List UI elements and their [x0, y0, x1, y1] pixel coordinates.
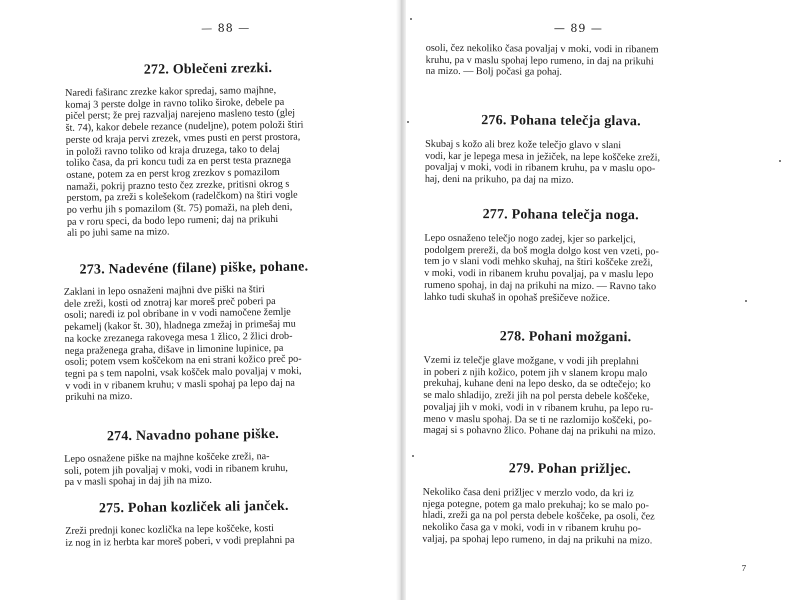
recipe-heading: 278. Pohani možgani. [499, 329, 632, 346]
text-line: Lepo osnaženo telečjo nogo zadej, kjer so parkeljci, [424, 232, 636, 246]
text-line: prikuhi na mizo. [65, 391, 133, 404]
text-line: ostane, potem za en perst krog zrezkov s pomazilom [66, 166, 280, 181]
recipe-text [422, 487, 752, 548]
text-line: tegni pa s tem napolni, vsak košček malo povaljaj v moki, [64, 365, 302, 380]
text-line: perstom, pa zreži s kolešekom (radelčkom) na štiri vogle [66, 189, 298, 205]
text-line: po verhu jih s pomazilom (št. 75) pomaži, na pleh deni, [66, 201, 293, 216]
text-line: tem jo v slani vodi mehko skuhaj, na štiri koščeke zreži, [424, 256, 653, 269]
recipe-heading: 272. Oblečeni zrezki. [143, 60, 273, 78]
text-line: povaljaj jih v moki, vodi in v ribanem kruhu, pa lepo ru- [423, 401, 654, 415]
text-line: št. 74), kakor debele rezance (nudeljne), potem položi štiri [65, 119, 304, 134]
text-line: komaj 3 perste dolge in ravno toliko široke, debele pa [65, 96, 285, 111]
text-line: osoli; potem vsem koščekom na eni strani kožico preč po- [64, 353, 302, 369]
scan-speck [745, 300, 747, 302]
text-line: Zaklani in lepo osnaženi majhni dve piški na štiri [63, 284, 265, 298]
text-line: haj, deni na prikuho, pa daj na mizo. [424, 173, 574, 186]
text-line: njega potegne, potem ga malo prekuhaj; ko se malo po- [422, 498, 649, 512]
recipe-text [65, 83, 385, 240]
recipe-text [426, 43, 756, 80]
text-line: Lepo osnažene piške na majhne koščeke zreži, na- [64, 451, 270, 465]
text-line: osoli; naredi iz pol obribane in v vodi namočene žemlje [64, 307, 291, 322]
text-line: hladi, zreži ga na pol persta debele koščeke, pa osoli, čez [422, 510, 655, 523]
text-line: rumeno spohaj, in daj na prikuhi na mizo. — Ravno tako [424, 279, 657, 293]
right-page [400, 0, 800, 601]
text-line: pičel perst; že prej razvaljaj narejeno masleno testo (glej [65, 108, 296, 123]
page-number: — 89 — [553, 21, 603, 35]
text-line: podolgem prereži, da boš mogla dolgo kost ven vzeti, po- [424, 244, 659, 258]
text-line: Skubaj s kožo ali brez kože telečjo glavo v slani [425, 138, 622, 152]
sheet-mark: 7 [741, 562, 747, 574]
text-line: soli, potem jih povaljaj v moki, vodi in ribanem kruhu, [64, 462, 288, 477]
recipe-heading: 273. Nadevéne (filane) piške, pohane. [79, 259, 309, 278]
text-line: nega praženega graha, dišave in limonine lupinice, pa [64, 342, 284, 357]
text-line: pa v roru speci, da bodo lepo rumeni; daj na prikuhi [66, 213, 279, 228]
text-line: povaljaj v moki, vodi in ribanem kruhu, pa v maslu opo- [424, 162, 656, 175]
text-line: dele zreži, kosti od znotraj kar moreš preč poberi pa [63, 295, 276, 310]
text-line: vodi, kar je lepega mesa in ježiček, na lepe koščeke zreži, [424, 150, 661, 164]
text-line: osoli, čez nekoliko časa povaljaj v moki, vodi in ribanem [425, 42, 659, 56]
scan-speck [779, 160, 781, 162]
text-line: prekuhaj, kuhane deni na lepo desko, da se odtečejo; ko [423, 378, 651, 391]
recipe-text [423, 355, 754, 439]
page-number: — 88 — [201, 21, 251, 35]
text-line: namaži, pokrij prazno testo čez zrezke, pritisni okrog s [66, 178, 290, 193]
text-line: meno v maslu spohaj. Da se ti ne razlomijo koščeki, po- [423, 413, 652, 426]
text-line: ali po juhi same na mizo. [66, 226, 170, 240]
text-line: na mizo. — Bolj počasi ga pohaj. [425, 66, 562, 79]
recipe-heading: 277. Pohana telečja noga. [482, 207, 639, 224]
text-line: Nekoliko časa deni prižljec v merzlo vodo, da kri iz [422, 486, 634, 500]
text-line: Zreži prednji konec kozlička na lepe koščeke, kosti [65, 522, 275, 537]
text-line: perste od kraja pervi zrezek, vmes pusti en perst prostora, [65, 131, 301, 146]
text-line: magaj si s pohavno žlico. Pohane daj na prikuhi na mizo. [423, 424, 656, 438]
text-line: Naredi faširanc zrezke kakor spredaj, samo majhne, [65, 84, 277, 99]
scan-speck [412, 455, 414, 457]
recipe-text [64, 282, 388, 404]
text-line: valjaj, pa spohaj lepo rumeno, in daj na prikuhi na mizo. [422, 533, 653, 547]
text-line: pekamelj (kakor št. 30), hladnega zmežaj in primešaj mu [64, 318, 296, 334]
recipe-heading: 276. Pohana telečja glava. [481, 113, 641, 130]
text-line: se malo shladijo, zreži jih na pol persta debele koščeke, [423, 389, 650, 403]
text-line: v vodi in v ribanem kruhu; v masli spohaj pa lepo daj na [65, 377, 295, 392]
scan-speck [407, 121, 409, 123]
recipe-text [65, 521, 387, 549]
text-line: Vzemi iz telečje glave možgane, v vodi jih preplahni [423, 354, 639, 368]
scan-speck [410, 18, 412, 20]
text-line: na kocke zrezanega rakovega mesa 1 žlico, 2 žlici drob- [64, 330, 293, 345]
text-line: toliko časa, da pri koncu tudi za en perst testa praznega [66, 154, 292, 170]
text-line: in poberi z njih kožico, potem jih v slanem kropu malo [423, 366, 648, 380]
text-line: in položi ravno toliko od kraja druzega, tako to delaj [65, 143, 280, 158]
recipe-text [424, 233, 754, 306]
text-line: nekoliko časa ga v moki, vodi in v ribanem kruhu po- [422, 521, 642, 535]
text-line: v moki, vodi in ribanem kruhu povaljaj, pa v maslu lepo [424, 267, 654, 281]
recipe-heading: 275. Pohan kozliček ali janček. [98, 498, 289, 517]
text-line: iz nog in iz herbta kar moreš poberi, v vodi preplahni pa [65, 534, 295, 549]
recipe-heading: 274. Navadno pohane piške. [106, 426, 280, 445]
text-line: pa v masli spohaj in daj jih na mizo. [64, 475, 213, 489]
recipe-heading: 279. Pohan prižljec. [508, 461, 632, 478]
recipe-text [425, 139, 755, 188]
text-line: kruhu, pa v maslu spohaj lepo rumeno, in daj na prikuhi [425, 54, 654, 68]
text-line: lahko tudi skuhaš in opohaš prešičeve nožice. [423, 291, 610, 304]
recipe-text [64, 449, 386, 489]
